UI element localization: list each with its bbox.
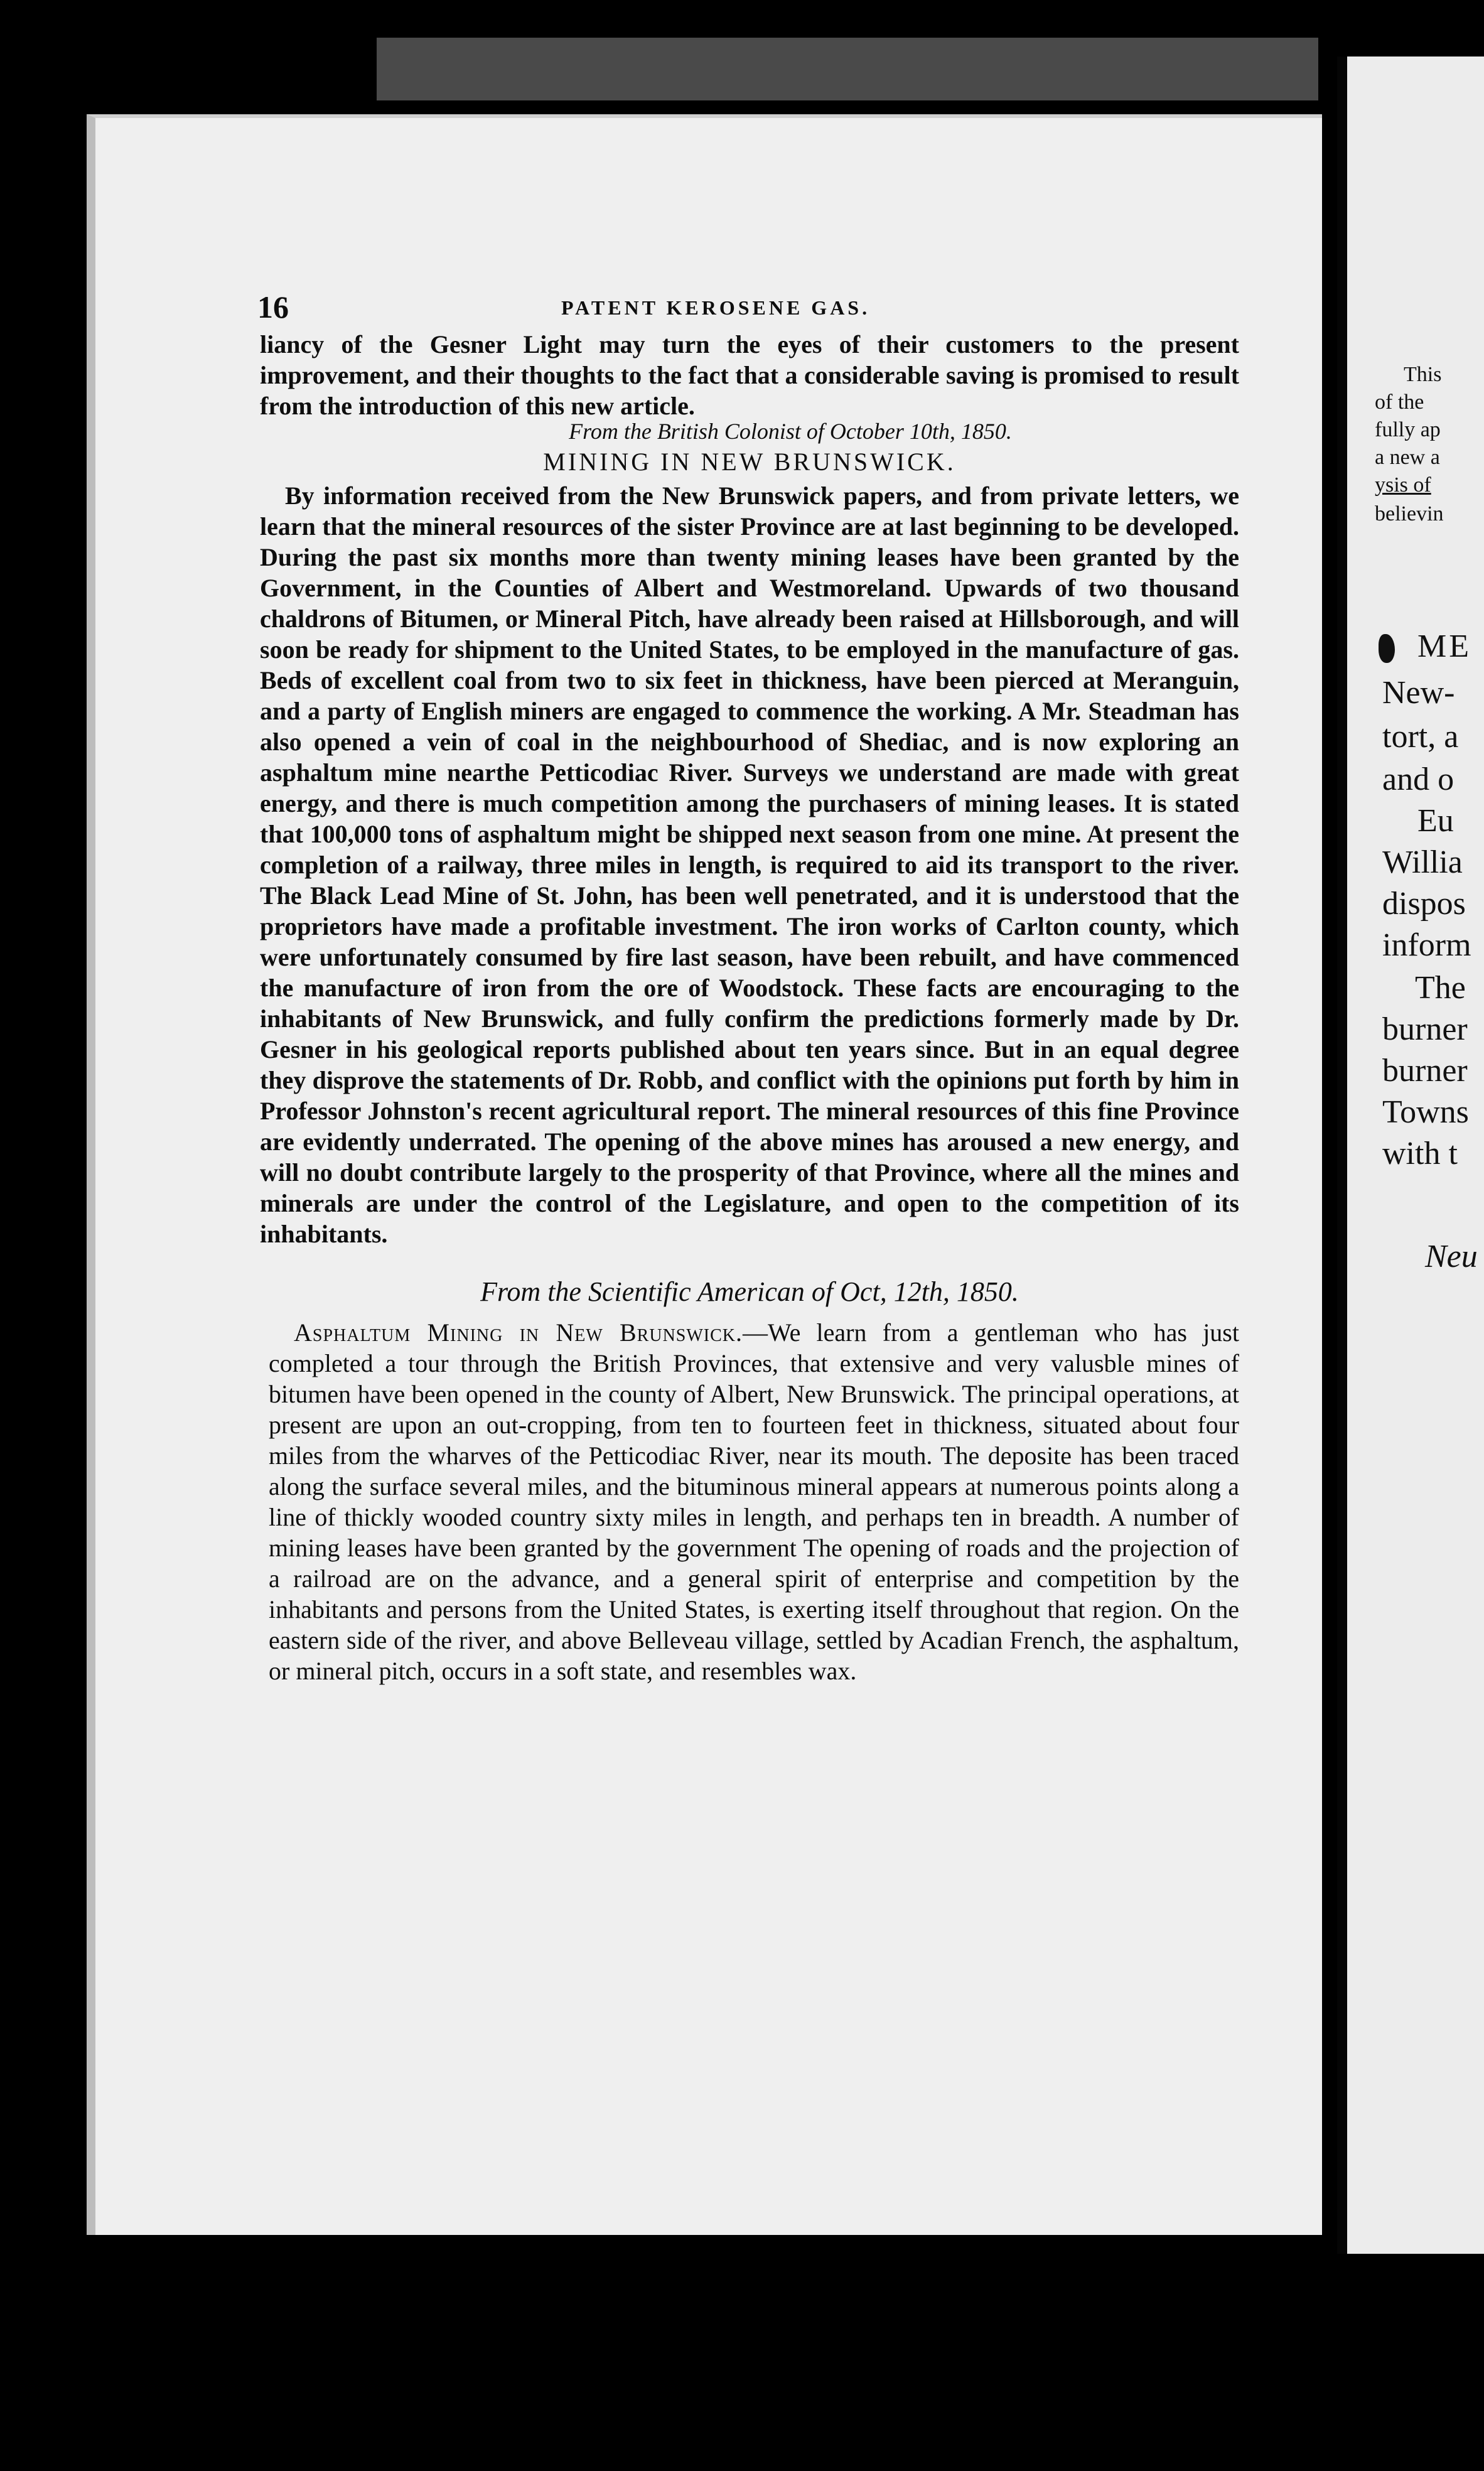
adjacent-line: New-	[1382, 675, 1455, 711]
page-text-block	[257, 289, 1239, 1686]
intro-paragraph: liancy of the Gesner Light may turn the eyes of their customers to the present improvement, and their thoughts to the fact that a considerable saving is promised to result from the introduction of this new article.	[260, 330, 1239, 420]
adjacent-line: Willia	[1382, 844, 1463, 880]
source-citation-1: From the British Colonist of October 10th, 1850.	[569, 419, 1012, 444]
adjacent-line: and o	[1382, 762, 1454, 797]
article-2-body	[260, 1317, 1239, 1686]
adjacent-line: tort, a	[1382, 719, 1459, 755]
adjacent-line: of the	[1375, 390, 1424, 414]
book-page	[87, 114, 1322, 2235]
adjacent-line: The	[1415, 970, 1466, 1006]
adjacent-line: ME	[1417, 628, 1471, 664]
article-heading: MINING IN NEW BRUNSWICK.	[543, 448, 956, 476]
article-1-body: By information received from the New Brunswick papers, and from private letters, we learn that the mineral resources of the sister Province are at last beginning to be developed. During the past six months more than twenty mining leases have been granted by the Government, in the Counties of Albert and Westmoreland. Upwards of two thousand chaldrons of Bitumen, or Mineral Pitch, have already been raised at Hillsborough, and will soon be ready for shipment to the United States, to be employed in the manufacture of gas. Beds of excellent coal from two to six feet in thickness, have been pierced at Meranguin, and a party of English miners are engaged to commence the working. A Mr. Steadman has also opened a vein of coal in the neighbourhood of Shediac, and is now exploring an asphaltum mine nearthe Petticodiac River. Surveys we understand are made with great energy, and there is much competition among the purchasers of mining leases. It is stated that 100,000 tons of asphaltum might be shipped next season from one mine. At present the completion of a railway, three miles in length, is required to aid its transport to the river. The Black Lead Mine of St. John, has been well penetrated, and it is understood that the proprietors have made a profitable investment. The iron works of Carlton county, which were unfortunately consumed by fire last season, have been rebuilt, and have commenced the manufacture of iron from the ore of Woodstock. These facts are encouraging to the inhabitants of New Brunswick, and fully confirm the predictions formerly made by Dr. Gesner in his geological reports published about ten years since. But in an equal degree they disprove the statements of Dr. Robb, and conflict with the opinions put forth by him in Professor Johnston's recent agricultural report. The mineral resources of this fine Province are evidently underrated. The opening of the above mines has aroused a new energy, and will no doubt contribute largely to the prosperity of that Province, where all the mines and minerals are under the control of the Legislature, and open to the competition of its inhabitants.	[260, 482, 1239, 1248]
article-2-lead: Asphaltum Mining in New Brunswick.	[294, 1318, 743, 1347]
adjacent-line: fully ap	[1375, 418, 1441, 441]
adjacent-line: believin	[1375, 502, 1444, 525]
running-title: PATENT KEROSENE GAS.	[561, 296, 871, 319]
adjacent-line: This	[1404, 363, 1442, 386]
adjacent-line: with t	[1382, 1136, 1458, 1171]
adjacent-line: dispos	[1382, 886, 1466, 922]
adjacent-line: Towns	[1382, 1094, 1469, 1130]
article-2-text: —We learn from a gentleman who has just completed a tour through the British Provinces, that extensive and very valusble mines of bitumen have been opened in the county of Albert, New Brunswick. The principal operations, at present are upon an out-cropping, from ten to fourteen feet in thickness, situated about four miles from the wharves of the Petticodiac River, near its mouth. The deposite has been traced along the surface several miles, and the bituminous mineral appears at numerous points along a line of thickly wooded country sixty miles in length, and perhaps ten in breadth. A number of mining leases have been granted by the government The opening of roads and the projection of a railroad are on the advance, and a general spirit of enterprise and competition by the inhabitants and persons from the United States, is exerting itself throughout that region. On the eastern side of the river, and above Belleveau village, settled by Acadian French, the asphaltum, or mineral pitch, occurs in a soft state, and resembles wax.	[269, 1318, 1239, 1685]
scanner-background-strip	[377, 38, 1318, 100]
adjacent-line: burner	[1382, 1011, 1468, 1047]
adjacent-line: a new a	[1375, 446, 1440, 469]
adjacent-line: ysis of	[1375, 473, 1431, 497]
page-number: 16	[257, 289, 289, 325]
adjacent-line: Eu	[1417, 803, 1454, 839]
adjacent-line: burner	[1382, 1053, 1468, 1089]
adjacent-page	[1337, 57, 1484, 2254]
adjacent-line: inform	[1382, 927, 1471, 963]
source-citation-2: From the Scientific American of Oct, 12th, 1850.	[480, 1276, 1019, 1307]
running-header	[257, 289, 1239, 329]
adjacent-line: Neu	[1425, 1239, 1478, 1274]
ink-blot-mark	[1379, 634, 1395, 663]
